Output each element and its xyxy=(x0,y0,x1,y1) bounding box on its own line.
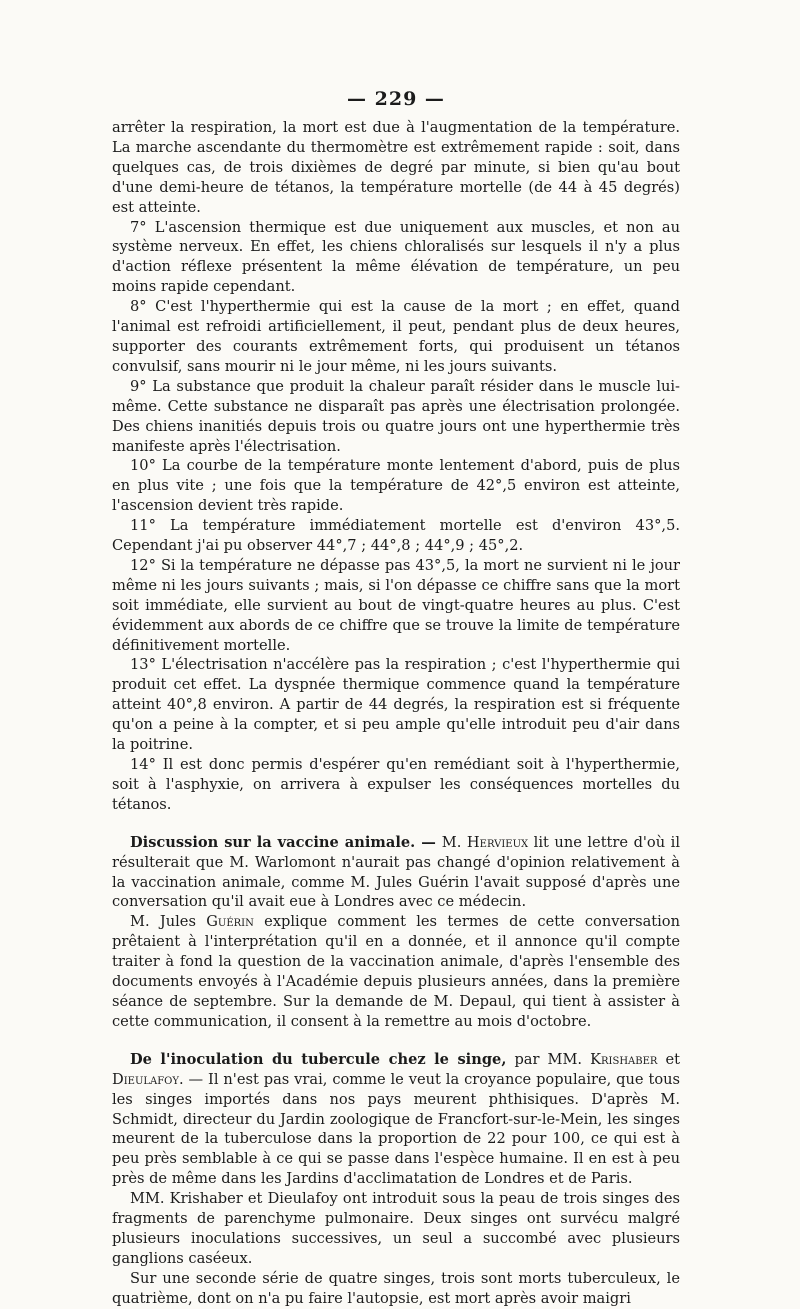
section-dash: — xyxy=(415,833,442,851)
text-run: M. Jules xyxy=(130,913,207,931)
text-run: explique comment les termes de cette conversation prêtaient à l'interprétation qu'il en a donnée, et il annonce qu'il compte traiter à fond la question de la vaccination animale, d'après l'ensemble des documents envoyés à l'Académie depuis plusieurs années, dans la première séance de septembre. Sur la demande de M. Depaul, qui tient à assister à cette communication, il consent à la remettre au mois d'octobre. xyxy=(112,913,680,1030)
page-text xyxy=(112,88,680,1309)
section-tubercle-paragraph: Sur une seconde série de quatre singes, trois sont morts tuberculeux, le quatrième, dont on n'a pu faire l'autopsie, est mort après avoir maigri xyxy=(112,1269,680,1307)
text-run: par MM. xyxy=(506,1050,591,1068)
text-run: et xyxy=(657,1050,680,1068)
section-tubercle-intro xyxy=(112,1050,680,1189)
section-vaccine-intro xyxy=(112,833,680,913)
text-run: M. xyxy=(441,833,467,851)
text-run: . — Il n'est pas vrai, comme le veut la croyance populaire, que tous les singes importés dans nos pays meurent phthisiques. D'après M. Schmidt, directeur du Jardin zoologique de Francfort-sur-le-Mein, les singes meurent de la tuberculose dans la proportion de 22 pour 100, ce qui est à peu près semblable à ce qui se passe dans l'espèce humaine. Il en est à peu près de même dans les Jardins d'acclimatation de Londres et de Paris. xyxy=(112,1070,680,1188)
author-name: Hervieux xyxy=(466,833,529,851)
text-run: lit une lettre d'où il résulterait que M. Warlomont n'aurait pas changé d'opinion relativement à la vaccination animale, comme M. Jules Guérin l'avait supposé d'après une conversation qu'il avait eue à Londres avec ce médecin. xyxy=(112,833,680,911)
paragraph-item-10: 10° La courbe de la température monte lentement d'abord, puis de plus en plus vite ; une fois que la température de 42°,5 environ est atteinte, l'ascension devient très rapide. xyxy=(112,457,680,515)
paragraph-item-8: 8° C'est l'hyperthermie qui est la cause de la mort ; en effet, quand l'animal est refroidi artificiellement, il peut, pendant plus de deux heures, supporter des courants extrêmement forts, qui produisent un tétanos convulsif, sans mourir ni le jour même, ni les jours suivants. xyxy=(112,298,680,375)
author-name: Guérin xyxy=(206,913,254,931)
paragraph-item-9: 9° La substance que produit la chaleur paraît résider dans le muscle lui-même. Cette substance ne disparaît pas après une électrisation prolongée. Des chiens inanitiés depuis trois ou quatre jours ont une hyperthermie très manifeste après l'électrisation. xyxy=(112,377,680,455)
paragraph-item-14: 14° Il est donc permis d'espérer qu'en remédiant soit à l'hyperthermie, soit à l'asphyxie, on arrivera à expulser les conséquences mortelles du tétanos. xyxy=(112,756,680,813)
section-tubercle-title: De l'inoculation du tubercule chez le singe, xyxy=(130,1050,507,1068)
section-vaccine-paragraph xyxy=(112,912,680,1031)
author-name: Dieulafoy xyxy=(112,1070,179,1088)
section-tubercle-paragraph: MM. Krishaber et Dieulafoy ont introduit sous la peau de trois singes des fragments de parenchyme pulmonaire. Deux singes ont survécu malgré plusieurs inoculations successives, un seul a succombé avec plusieurs ganglions caséeux. xyxy=(112,1190,680,1267)
paragraph-item-11: 11° La température immédiatement mortelle est d'environ 43°,5. Cependant j'ai pu observer 44°,7 ; 44°,8 ; 44°,9 ; 45°,2. xyxy=(112,517,680,555)
paragraph-continuation: arrêter la respiration, la mort est due à l'augmentation de la température. La marche ascendante du thermomètre est extrêmement rapide : soit, dans quelques cas, de trois dixièmes de degré par minute, si bien qu'au bout d'une demi-heure de tétanos, la température mortelle (de 44 à 45 degrés) est atteinte. xyxy=(112,119,680,216)
paragraph-item-7: 7° L'ascension thermique est due uniquement aux muscles, et non au système nerveux. En effet, les chiens chloralisés sur lesquels il n'y a plus d'action réflexe présentent la même élévation de température, un peu moins rapide cependant. xyxy=(112,218,680,296)
page-number: — 229 — xyxy=(347,88,445,110)
author-name: Krishaber xyxy=(590,1050,658,1068)
paragraph-item-12: 12° Si la température ne dépasse pas 43°,5, la mort ne survient ni le jour même ni les jours suivants ; mais, si l'on dépasse ce chiffre sans que la mort soit immédiate, elle survient au bout de vingt-quatre heures au plus. C'est évidemment aux abords de ce chiffre que se trouve la limite de température définitivement mortelle. xyxy=(112,556,680,654)
section-vaccine-title: Discussion sur la vaccine animale. xyxy=(130,833,416,851)
paragraph-item-13: 13° L'électrisation n'accélère pas la respiration ; c'est l'hyperthermie qui produit cet effet. La dyspnée thermique commence quand la température atteint 40°,8 environ. A partir de 44 degrés, la respiration est si fréquente qu'on a peine à la compter, et si peu ample qu'elle introduit peu d'air dans la poitrine. xyxy=(112,656,680,754)
